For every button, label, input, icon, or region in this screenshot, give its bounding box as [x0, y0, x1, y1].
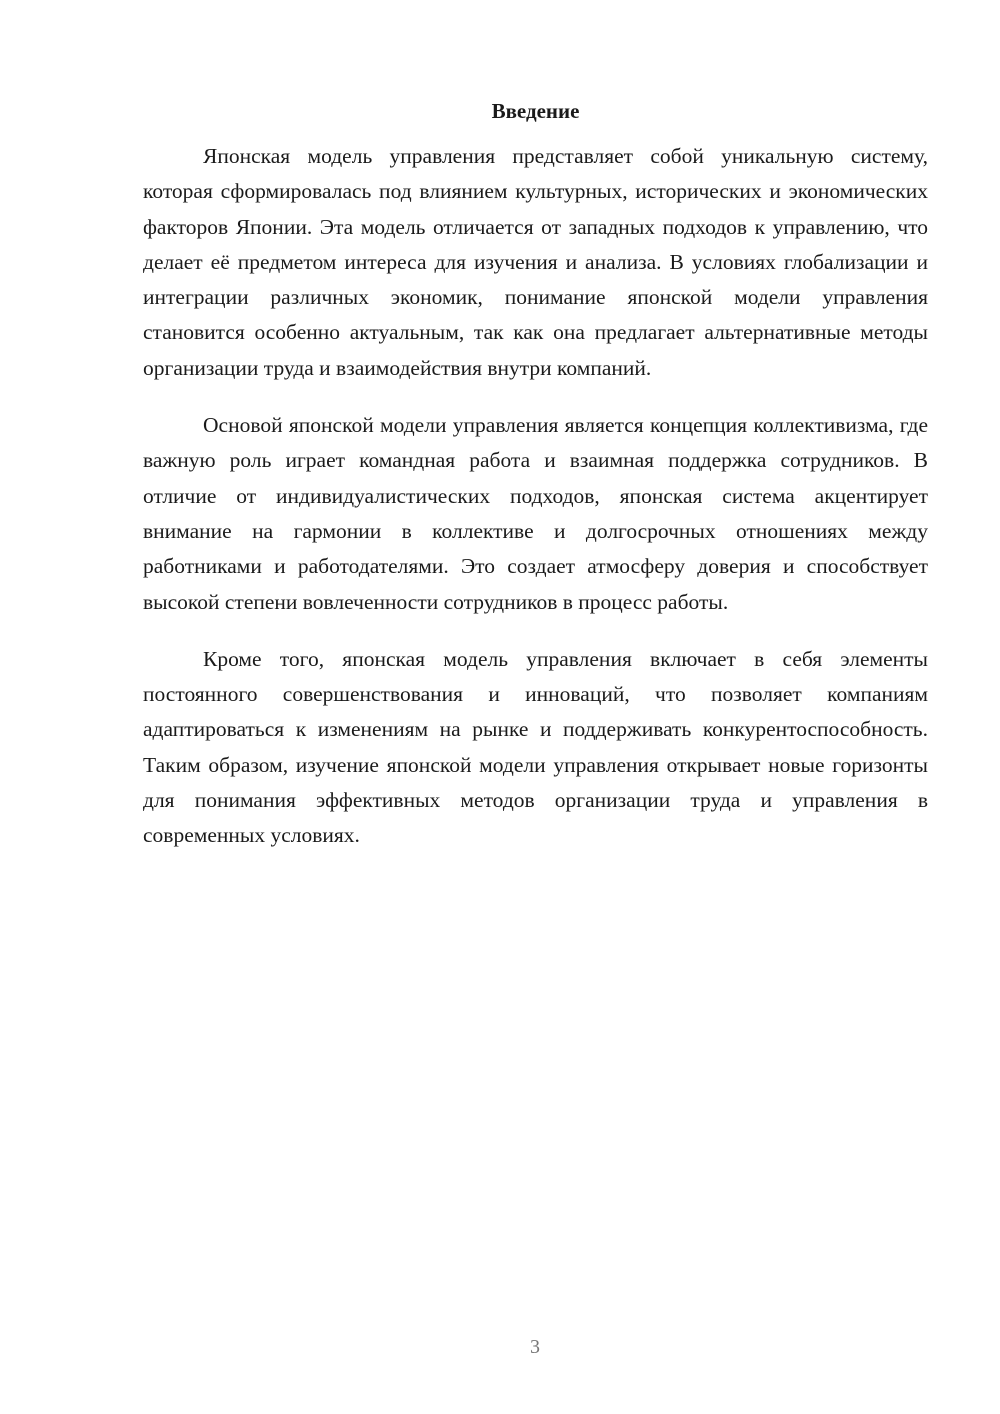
page-content [143, 96, 928, 876]
page-number: 3 [530, 1336, 540, 1358]
section-heading: Введение [491, 99, 580, 123]
paragraph-1: Японская модель управления представляет собой уникальную систему, которая сформировалась под влиянием культурных, исторических и экономических факторов Японии. Эта модель отличается от западных подходов к управлению, что делает её предметом интереса для изучения и анализа. В условиях глобализации и интеграции различных экономик, понимание японской модели управления становится особенно актуальным, так как она предлагает альтернативные методы организации труда и взаимодействия внутри компаний. [143, 144, 928, 380]
paragraph-2: Основой японской модели управления является концепция коллективизма, где важную роль играет командная работа и взаимная поддержка сотрудников. В отличие от индивидуалистических подходов, японская система акцентирует внимание на гармонии в коллективе и долгосрочных отношениях между работниками и работодателями. Это создает атмосферу доверия и способствует высокой степени вовлеченности сотрудников в процесс работы. [143, 413, 928, 614]
paragraph-3: Кроме того, японская модель управления включает в себя элементы постоянного совершенствования и инноваций, что позволяет компаниям адаптироваться к изменениям на рынке и поддерживать конкурентоспособность. Таким образом, изучение японской модели управления открывает новые горизонты для понимания эффективных методов организации труда и управления в современных условиях. [143, 646, 928, 848]
